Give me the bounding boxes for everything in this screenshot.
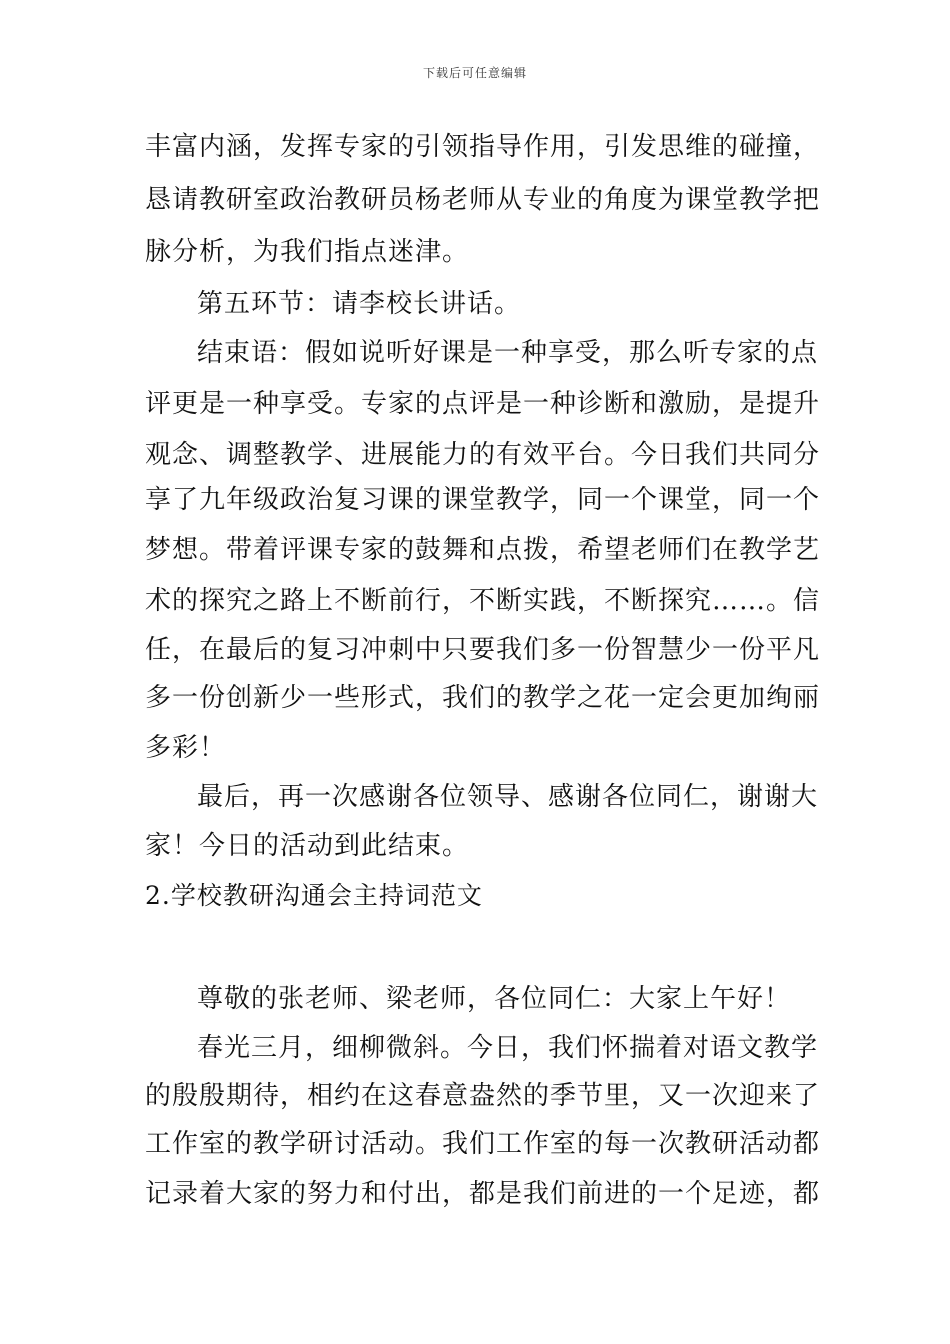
paragraph-line: 尊敬的张老师、梁老师，各位同仁：大家上午好！ [197,984,792,1014]
paragraph-line: 脉分析，为我们指点迷津。 [145,237,470,267]
paragraph-line: 多彩！ [145,733,227,763]
paragraph-line: 的殷殷期待，相约在这春意盎然的季节里，又一次迎来了 [145,1081,821,1111]
section-heading: 2.学校教研沟通会主持词范文 [145,881,483,910]
paragraph-line: 任，在最后的复习冲刺中只要我们多一份智慧少一份平凡 [145,635,821,665]
paragraph-line: 记录着大家的努力和付出，都是我们前进的一个足迹，都 [145,1179,821,1209]
paragraph-line: 观念、调整教学、进展能力的有效平台。今日我们共同分 [145,440,821,470]
paragraph-line: 丰富内涵，发挥专家的引领指导作用，引发思维的碰撞， [145,132,821,162]
paragraph-line: 享了九年级政治复习课的课堂教学，同一个课堂，同一个 [145,485,821,515]
paragraph-line: 春光三月，细柳微斜。今日，我们怀揣着对语文教学 [197,1033,819,1063]
paragraph-line: 第五环节：请李校长讲话。 [197,289,522,319]
paragraph-line: 术的探究之路上不断前行，不断实践，不断探究……。信 [145,586,821,616]
paragraph-line: 结束语：假如说听好课是一种享受，那么听专家的点 [197,338,819,368]
page-header-note: 下载后可任意编辑 [422,66,527,80]
paragraph-line: 最后，再一次感谢各位领导、感谢各位同仁，谢谢大 [197,782,819,812]
paragraph-line: 评更是一种享受。专家的点评是一种诊断和激励，是提升 [145,389,821,419]
paragraph-line: 家！今日的活动到此结束。 [145,831,470,861]
paragraph-line: 恳请教研室政治教研员杨老师从专业的角度为课堂教学把 [145,185,821,215]
paragraph-line: 梦想。带着评课专家的鼓舞和点拨，希望老师们在教学艺 [145,535,821,565]
paragraph-line: 工作室的教学研讨活动。我们工作室的每一次教研活动都 [145,1129,821,1159]
paragraph-line: 多一份创新少一些形式，我们的教学之花一定会更加绚丽 [145,683,821,713]
